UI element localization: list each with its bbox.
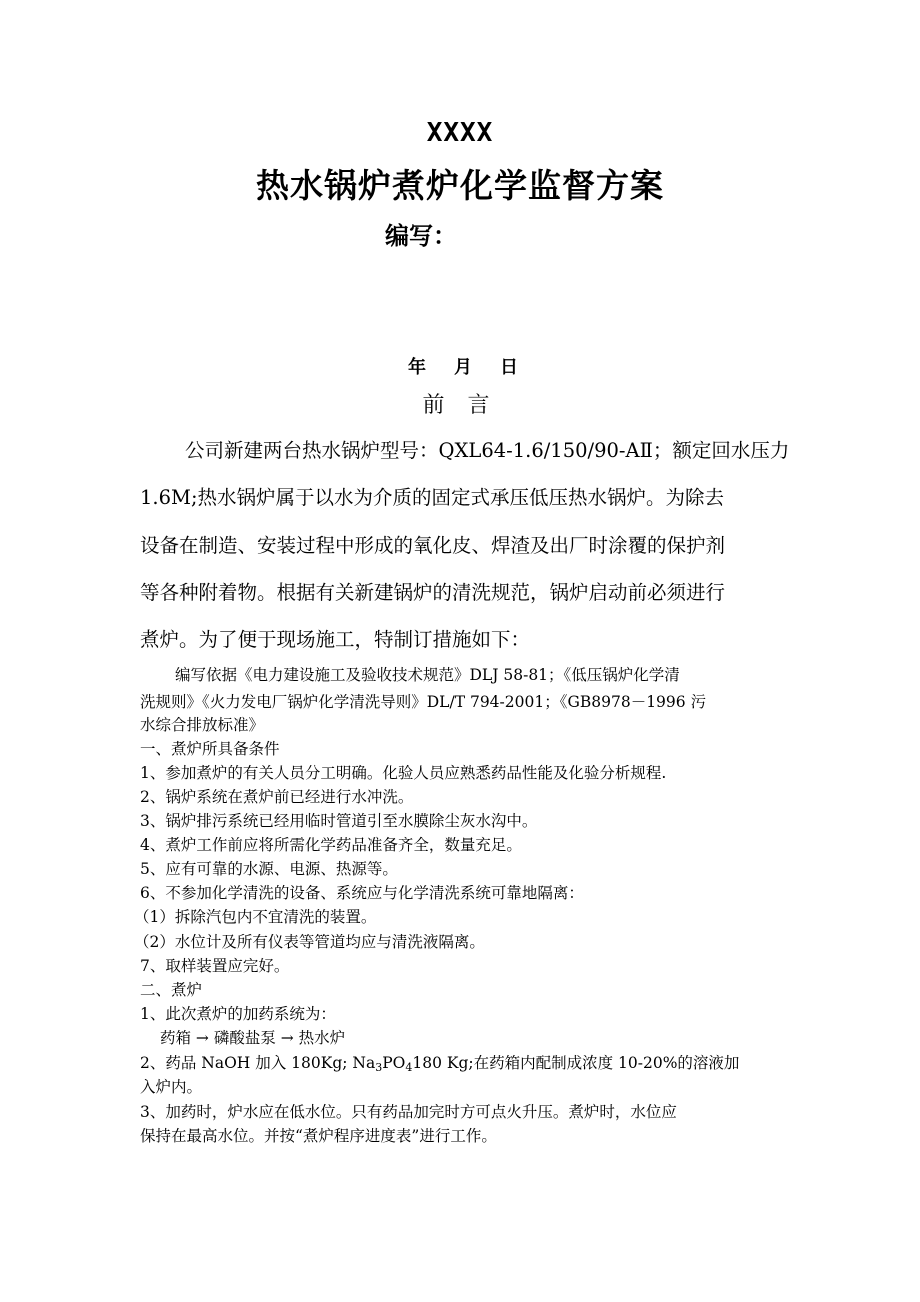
document-title: 热水锅炉煮炉化学监督方案 (256, 166, 664, 205)
subscript: 4 (405, 1061, 413, 1074)
subscript: 3 (375, 1061, 383, 1074)
section-heading: 二、煮炉 (140, 981, 203, 999)
list-item: 3、锅炉排污系统已经用临时管道引至水膜除尘灰水沟中。 (140, 812, 538, 830)
preface-line: 设备在制造、安装过程中形成的氧化皮、焊渣及出厂时涂覆的保护剂 (140, 534, 726, 557)
dosing-text: PO (382, 1054, 406, 1072)
list-item: 1、此次煮炉的加药系统为： (140, 1005, 336, 1023)
list-item: （2）水位计及所有仪表等管道均应与清洗液隔离。 (134, 933, 485, 951)
author-label: 编写： (385, 222, 457, 250)
list-item: 2、锅炉系统在煮炉前已经进行水冲洗。 (140, 788, 414, 806)
section-heading: 一、煮炉所具备条件 (140, 740, 280, 758)
date-year: 年 (408, 357, 426, 378)
list-item (140, 1052, 739, 1079)
list-item: 6、不参加化学清洗的设备、系统应与化学清洗系统可靠地隔离： (140, 884, 584, 902)
list-item-continuation: 保持在最高水位。并按“煮炉程序进度表”进行工作。 (140, 1127, 497, 1145)
company-name: XXXX (426, 118, 494, 148)
list-item: 5、应有可靠的水源、电源、热源等。 (140, 860, 398, 878)
list-item: 1、参加煮炉的有关人员分工明确。化验人员应熟悉药品性能及化验分析规程. (140, 764, 667, 782)
date-month: 月 (454, 357, 472, 378)
list-item: （1）拆除汽包内不宜清洗的装置。 (134, 908, 377, 926)
list-item: 4、煮炉工作前应将所需化学药品准备齐全，数量充足。 (140, 836, 522, 854)
preface-line: 公司新建两台热水锅炉型号：QXL64-1.6/150/90-AⅡ；额定回水压力 (185, 439, 790, 462)
dosing-text: 180 Kg;在药箱内配制成浓度 10-20%的溶液加 (412, 1054, 740, 1072)
dosing-text: 2、药品 NaOH 加入 180Kg; Na (140, 1054, 376, 1072)
preface-line: 煮炉。为了便于现场施工，特制订措施如下： (140, 628, 531, 651)
preface-line: 1.6M;热水锅炉属于以水为介质的固定式承压低压热水锅炉。为除去 (140, 486, 725, 509)
basis-line: 编写依据《电力建设施工及验收技术规范》DLJ 58-81；《低压锅炉化学清 (175, 666, 680, 684)
list-item: 7、取样装置应完好。 (140, 957, 290, 975)
basis-line: 洗规则》《火力发电厂锅炉化学清洗导则》DL/T 794-2001；《GB8978－1996 污 (140, 693, 707, 711)
basis-line: 水综合排放标准》 (140, 716, 265, 734)
preface-line: 等各种附着物。根据有关新建锅炉的清洗规范，锅炉启动前必须进行 (140, 581, 726, 604)
preface-heading: 前 言 (422, 393, 498, 418)
date-line (408, 353, 528, 379)
dosing-flow: 药箱 → 磷酸盐泵 → 热水炉 (160, 1029, 346, 1047)
date-day: 日 (500, 357, 518, 378)
list-item: 3、加药时，炉水应在低水位。只有药品加完时方可点火升压。煮炉时，水位应 (140, 1103, 677, 1121)
list-item-continuation: 入炉内。 (140, 1078, 203, 1096)
